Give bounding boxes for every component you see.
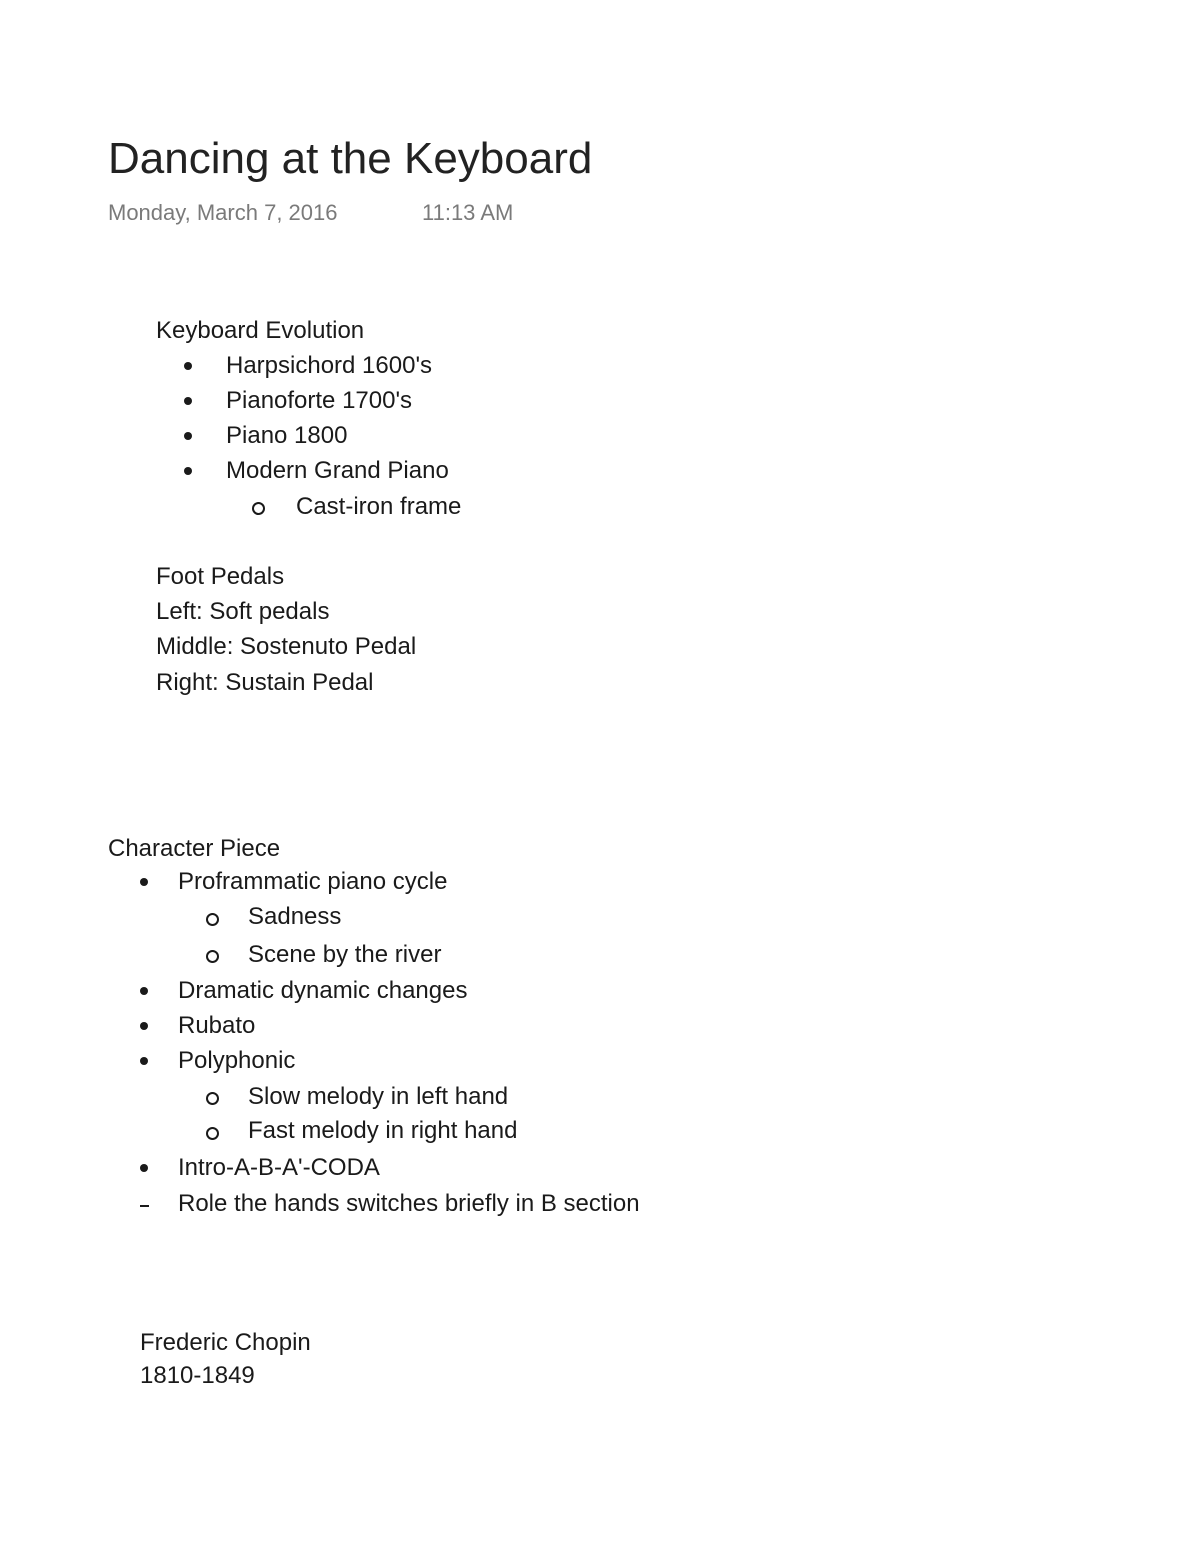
list-item: Rubato xyxy=(178,1012,256,1039)
list-item: Harpsichord 1600's xyxy=(226,352,433,379)
list-item: Pianoforte 1700's xyxy=(226,387,413,414)
sub-list-item: Cast-iron frame xyxy=(296,493,462,520)
sub-bullet-icon xyxy=(206,1092,219,1105)
list-item: Modern Grand Piano xyxy=(226,457,449,484)
page-title: Dancing at the Keyboard xyxy=(108,134,593,183)
composer-name: Frederic Chopin xyxy=(140,1329,311,1356)
bullet-icon xyxy=(140,878,148,886)
sub-bullet-icon xyxy=(206,913,219,926)
sub-list-item: Scene by the river xyxy=(248,941,442,968)
bullet-icon xyxy=(140,1022,148,1030)
bullet-icon xyxy=(184,467,192,475)
bullet-icon xyxy=(184,362,192,370)
composer-years: 1810-1849 xyxy=(140,1362,255,1389)
list-item: Role the hands switches briefly in B section xyxy=(178,1190,640,1217)
list-item: Proframmatic piano cycle xyxy=(178,868,448,895)
page-date: Monday, March 7, 2016 xyxy=(108,200,338,225)
list-item: Dramatic dynamic changes xyxy=(178,977,468,1004)
pedal-line: Middle: Sostenuto Pedal xyxy=(156,633,417,660)
list-item: Intro-A-B-A'-CODA xyxy=(178,1154,380,1181)
sub-list-item: Fast melody in right hand xyxy=(248,1117,518,1144)
bullet-icon xyxy=(140,1164,148,1172)
list-item: Polyphonic xyxy=(178,1047,296,1074)
bullet-icon xyxy=(140,987,148,995)
page-time: 11:13 AM xyxy=(422,200,514,225)
pedal-line: Right: Sustain Pedal xyxy=(156,669,374,696)
sub-list-item: Sadness xyxy=(248,903,342,930)
bullet-icon xyxy=(140,1057,148,1065)
bullet-icon xyxy=(184,432,192,440)
keyboard-evolution-heading: Keyboard Evolution xyxy=(156,317,365,344)
sub-bullet-icon xyxy=(206,1127,219,1140)
sub-bullet-icon xyxy=(252,502,265,515)
list-item: Piano 1800 xyxy=(226,422,348,449)
foot-pedals-heading: Foot Pedals xyxy=(156,563,285,590)
sub-bullet-icon xyxy=(206,950,219,963)
pedal-line: Left: Soft pedals xyxy=(156,598,330,625)
bullet-icon xyxy=(184,397,192,405)
character-piece-heading: Character Piece xyxy=(108,835,281,862)
dash-bullet-icon xyxy=(140,1205,149,1207)
sub-list-item: Slow melody in left hand xyxy=(248,1083,509,1110)
